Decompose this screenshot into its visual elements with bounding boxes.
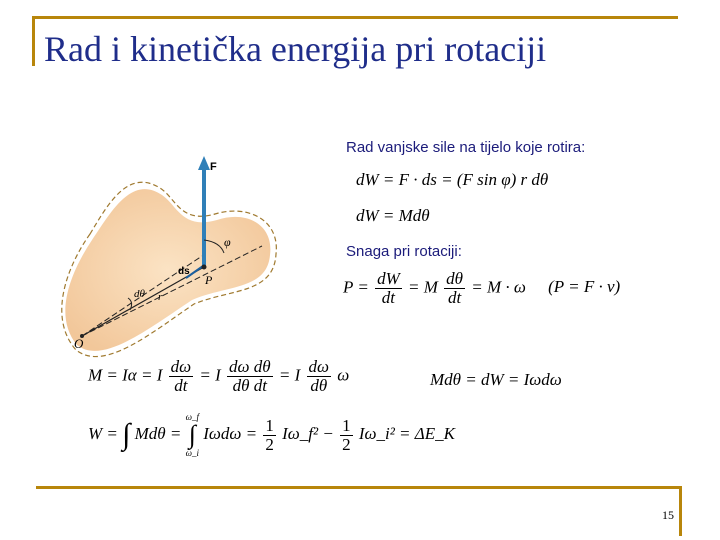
- upper-limit: ω_f: [185, 412, 199, 422]
- power-equation: P = $\frac{dW}{dt}$ = M $\frac{d\theta}{dt}$ = M · ω (P = F · v): [343, 269, 621, 307]
- frame-left-border: [32, 16, 35, 66]
- force-arrowhead: [198, 156, 210, 170]
- frame-right-border: [679, 486, 682, 536]
- lower-limit: ω_i: [185, 448, 199, 458]
- label-ds: ds: [178, 266, 190, 277]
- frame-bottom-border: [36, 486, 682, 489]
- work-equation-2: dW = Mdθ: [356, 206, 430, 225]
- body-shape: [65, 189, 270, 351]
- slide-title: Rad i kinetička energija pri rotaciji: [44, 29, 547, 69]
- frame-top-border: [32, 16, 678, 19]
- torque-equation: M = Iα = I $\frac{d\omega}{dt}$ = I $\frac{\text{dω dθ}}{\text{dθ dt}}$ = I $\frac{d\omega}{d\theta}$ ω: [88, 357, 350, 395]
- page-number: 15: [662, 508, 674, 522]
- work-equation-1: dW = F · ds = (F sin φ) r dθ: [356, 170, 549, 189]
- point-P: [202, 265, 207, 270]
- rotating-body-figure: [52, 150, 302, 365]
- mdtheta-equation: Mdθ = dW = Iωdω: [430, 370, 562, 389]
- power-aside-equation: (P = F · v): [548, 277, 621, 297]
- label-P: P: [205, 273, 213, 287]
- label-F: F: [210, 161, 217, 173]
- label-O: O: [74, 336, 84, 351]
- label-phi: φ: [224, 235, 231, 249]
- work-heading: Rad vanjske sile na tijelo koje rotira:: [346, 139, 586, 156]
- work-energy-equation: W = ∫ Mdθ = ω_f ∫ ω_i Iωdω = $\frac{1}{2}$ Iω_f² − $\frac{1}{2}$ Iω_i² = ΔE_K: [88, 412, 455, 458]
- label-dtheta: dθ: [134, 288, 145, 300]
- power-heading: Snaga pri rotaciji:: [346, 243, 462, 260]
- label-r: r: [158, 291, 163, 303]
